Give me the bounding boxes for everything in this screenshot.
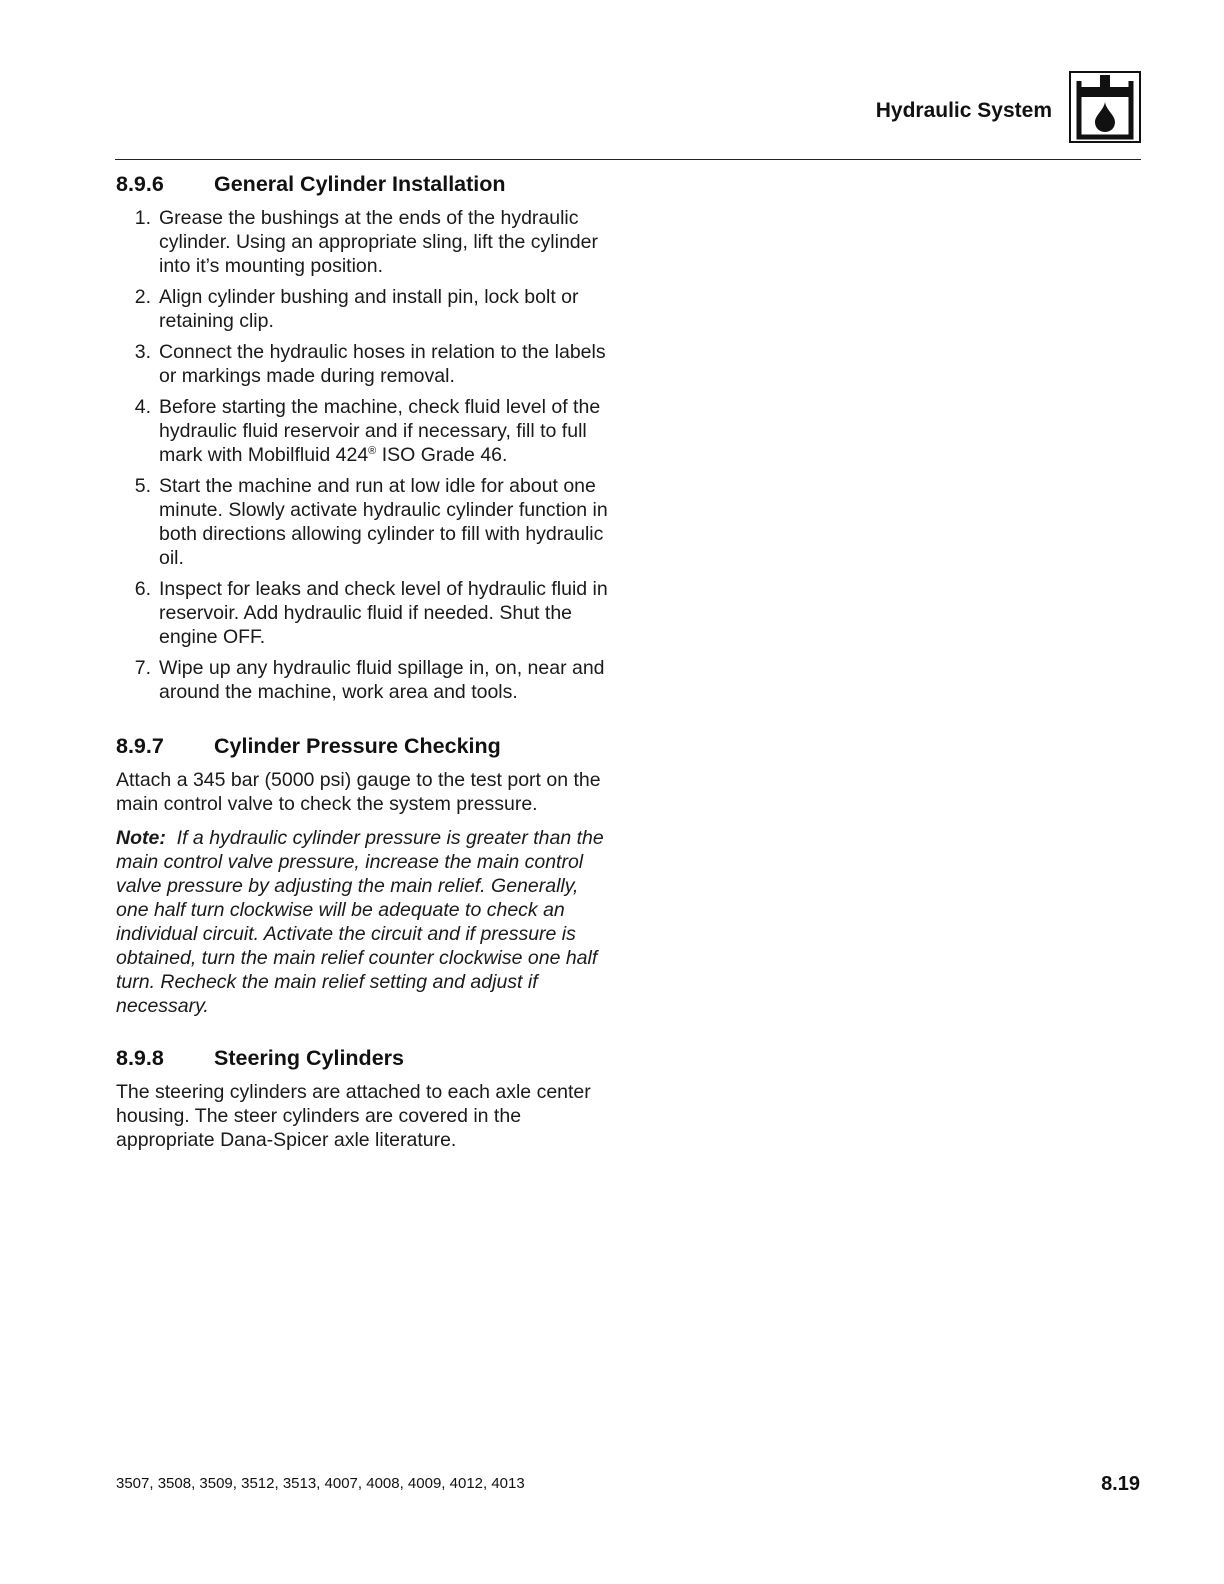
step-number: 2. <box>134 286 151 308</box>
step-number: 6. <box>134 578 151 600</box>
list-item <box>116 395 616 467</box>
page-number: 8.19 <box>1101 1473 1140 1495</box>
step-text: Connect the hydraulic hoses in relation to the labels or markings made during removal. <box>159 341 606 387</box>
step-text: Inspect for leaks and check level of hydraulic fluid in reservoir. Add hydraulic fluid if needed. Shut the engine OFF. <box>159 578 608 648</box>
note-label: Note: <box>116 827 166 849</box>
step-text: Align cylinder bushing and install pin, lock bolt or retaining clip. <box>159 286 579 332</box>
step-text-before: Before starting the machine, check fluid level of the hydraulic fluid reservoir and if necessary, fill to full mark with Mobilfluid 424 <box>159 396 601 466</box>
installation-steps-list <box>116 206 616 704</box>
section-title: General Cylinder Installation <box>214 172 506 196</box>
step-number: 7. <box>134 657 151 679</box>
section-number: 8.9.8 <box>116 1046 164 1070</box>
step-number: 1. <box>134 207 151 229</box>
page-header-title: Hydraulic System <box>875 99 1052 122</box>
note-block <box>116 826 616 1018</box>
header-divider <box>115 159 1141 160</box>
list-item <box>116 206 616 278</box>
list-item <box>116 285 616 333</box>
page-content <box>116 170 616 1162</box>
list-item <box>116 656 616 704</box>
registered-mark: ® <box>368 445 377 457</box>
step-text <box>151 395 616 467</box>
step-text: Grease the bushings at the ends of the hydraulic cylinder. Using an appropriate sling, lift the cylinder into it’s mounting position. <box>159 207 598 277</box>
step-text: Wipe up any hydraulic fluid spillage in, on, near and around the machine, work area and tools. <box>159 657 605 703</box>
section-number: 8.9.6 <box>116 172 164 196</box>
section-title: Steering Cylinders <box>214 1046 404 1070</box>
step-text-after: ISO Grade 46. <box>376 444 508 466</box>
pressure-check-paragraph: Attach a 345 bar (5000 psi) gauge to the test port on the main control valve to check the system pressure. <box>116 769 601 815</box>
section-number: 8.9.7 <box>116 734 164 758</box>
section-heading-cylinder-pressure-checking <box>116 732 616 760</box>
section-heading-general-cylinder-installation <box>116 170 616 198</box>
step-number: 4. <box>134 396 151 418</box>
note-text: If a hydraulic cylinder pressure is greater than the main control valve pressure, increase the main control valve pressure by adjusting the main relief. Generally, one half turn clockwise will be adequate to check an individual circuit. Activate the circuit and if pressure is obtained, turn the main relief counter clockwise one half turn. Recheck the main relief setting and adjust if necessary. <box>116 827 604 1017</box>
hydraulic-system-icon <box>1069 71 1141 143</box>
step-number: 3. <box>134 341 151 363</box>
step-number: 5. <box>134 475 151 497</box>
section-title: Cylinder Pressure Checking <box>214 734 501 758</box>
steering-cylinders-paragraph: The steering cylinders are attached to each axle center housing. The steer cylinders are covered in the appropriate Dana-Spicer axle literature. <box>116 1081 591 1151</box>
footer-model-numbers: 3507, 3508, 3509, 3512, 3513, 4007, 4008, 4009, 4012, 4013 <box>116 1475 525 1492</box>
list-item <box>116 340 616 388</box>
step-text: Start the machine and run at low idle for about one minute. Slowly activate hydraulic cylinder function in both directions allowing cylinder to fill with hydraulic oil. <box>159 475 608 569</box>
section-heading-steering-cylinders <box>116 1044 616 1072</box>
list-item <box>116 474 616 570</box>
list-item <box>116 577 616 649</box>
